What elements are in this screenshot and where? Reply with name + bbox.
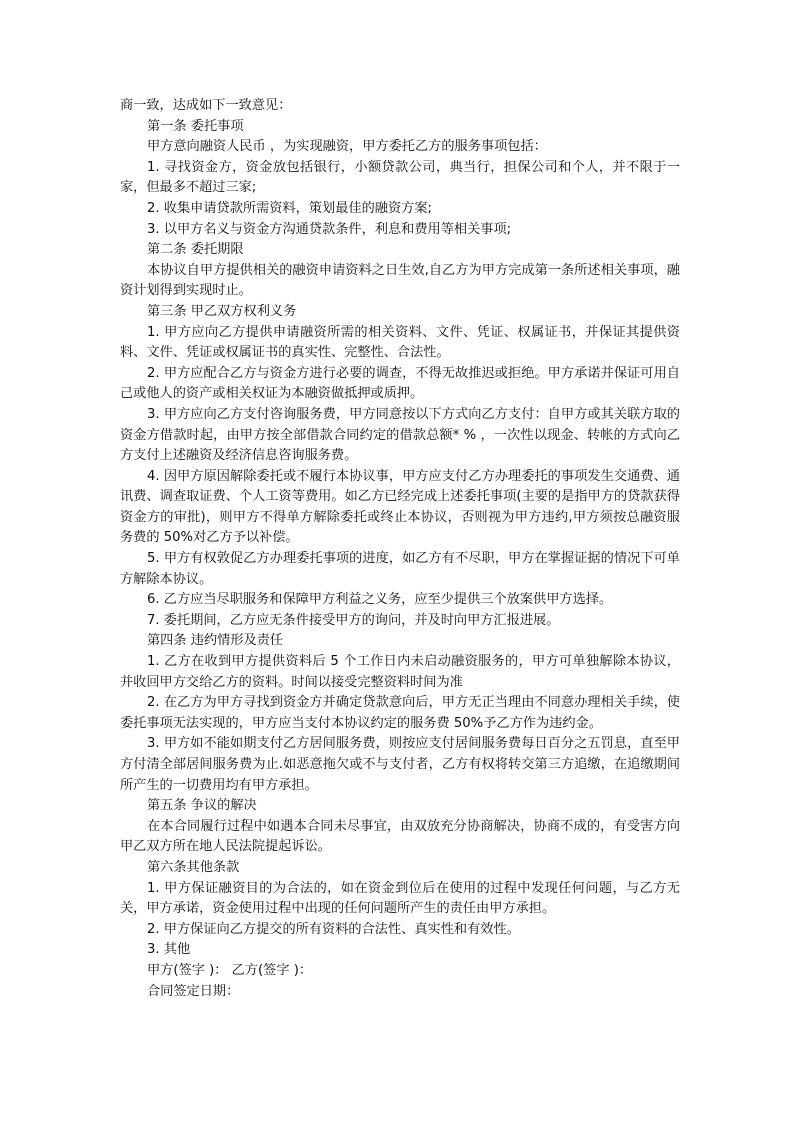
clause-item: 1. 甲方保证融资目的为合法的，如在资金到位后在使用的过程中发现任何问题，与乙方无关，甲方承诺，资金使用过程中出现的任何问题所产生的责任由甲方承担。	[120, 880, 680, 917]
signing-date-line: 合同签定日期：	[147, 983, 240, 999]
clause-item: 1. 寻找资金方，资金放包括银行，小额贷款公司，典当行，担保公司和个人，并不限于一家，但最多不超过三家;	[120, 159, 680, 196]
article-4-heading: 第四条 违约情形及责任	[147, 633, 284, 649]
clause-item: 5. 甲方有权敦促乙方办理委托事项的进度，如乙方有不尽职，甲方在掌握证据的情况下可单方解除本协议。	[120, 551, 680, 587]
clause-item: 7. 委托期间，乙方应无条件接受甲方的询问，并及时向甲方汇报进展。	[147, 612, 560, 628]
contract-body	[120, 96, 680, 1002]
clause-item: 3. 其他	[147, 942, 191, 958]
clause-item: 3. 以甲方名义与资金方沟通贷款条件，利息和费用等相关事项;	[147, 221, 512, 237]
paragraph: 本协议自甲方提供相关的融资申请资料之日生效,自乙方为甲方完成第一条所述相关事项，融资计划得到实现时止。	[120, 262, 680, 299]
clause-item: 6. 乙方应当尽职服务和保障甲方利益之义务，应至少提供三个放案供甲方选择。	[147, 592, 613, 608]
clause-item: 4. 因甲方原因解除委托或不履行本协议事，甲方应支付乙方办理委托的事项发生交通费、通讯费、调查取证费、个人工资等费用。如乙方已经完成上述委托事项(主要的是指甲方的贷款获得资金方的审批)，则甲方不得单方解除委托或终止本协议，否则视为甲方违约,甲方须按总融资服务费的 50%对乙方予以补偿。	[120, 468, 680, 546]
clause-item: 1. 乙方在收到甲方提供资料后 5 个工作日内未启动融资服务的，甲方可单独解除本协议，并收回甲方交给乙方的资料。时间以接受完整资料时间为准	[120, 654, 680, 690]
article-1-heading: 第一条 委托事项	[147, 118, 244, 134]
clause-item: 2. 收集申请贷款所需资料，策划最佳的融资方案;	[147, 200, 432, 216]
clause-item: 3. 甲方应向乙方支付咨询服务费，甲方同意按以下方式向乙方支付：自甲方或其关联方取的资金方借款时起，由甲方按全部借款合同约定的借款总额* % ，一次性以现金、转帐的方式向乙方支付上述融资及经济信息咨询服务费。	[120, 406, 680, 464]
paragraph: 在本合同履行过程中如遇本合同未尽事宜，由双放充分协商解决，协商不成的，有受害方向甲乙双方所在地人民法院提起诉讼。	[120, 818, 680, 855]
clause-item: 2. 甲方保证向乙方提交的所有资料的合法性、真实性和有效性。	[147, 921, 520, 937]
article-3-heading: 第三条 甲乙双方权利义务	[147, 303, 297, 319]
clause-item: 2. 在乙方为甲方寻找到资金方并确定贷款意向后，甲方无正当理由不同意办理相关手续，使委托事项无法实现的，甲方应当支付本协议约定的服务费 50%予乙方作为违约金。	[120, 695, 680, 731]
article-6-heading: 第六条其他条款	[147, 859, 240, 875]
clause-item: 2. 甲方应配合乙方与资金方进行必要的调查，不得无故推迟或拒绝。甲方承诺并保证可用自己或他人的资产或相关权证为本融资做抵押或质押。	[120, 365, 680, 402]
clause-item: 1. 甲方应向乙方提供申请融资所需的相关资料、文件、凭证、权属证书，并保证其提供资料、文件、凭证或权属证书的真实性、完整性、合法性。	[120, 324, 680, 361]
article-5-heading: 第五条 争议的解决	[147, 798, 257, 814]
intro-line: 商一致，达成如下一致意见：	[120, 98, 292, 113]
signature-line: 甲方(签字 )： 乙方(签字 )：	[147, 962, 313, 978]
article-2-heading: 第二条 委托期限	[147, 242, 244, 258]
paragraph: 甲方意向融资人民币 ，为实现融资，甲方委托乙方的服务事项包括：	[147, 139, 547, 155]
clause-item: 3. 甲方如不能如期支付乙方居间服务费，则按应支付居间服务费每日百分之五罚息，直至甲方付清全部居间服务费为止.如恶意拖欠或不与支付者，乙方有权将转交第三方追缴，在追缴期间所产生的一切费用均有甲方承担。	[120, 736, 680, 793]
